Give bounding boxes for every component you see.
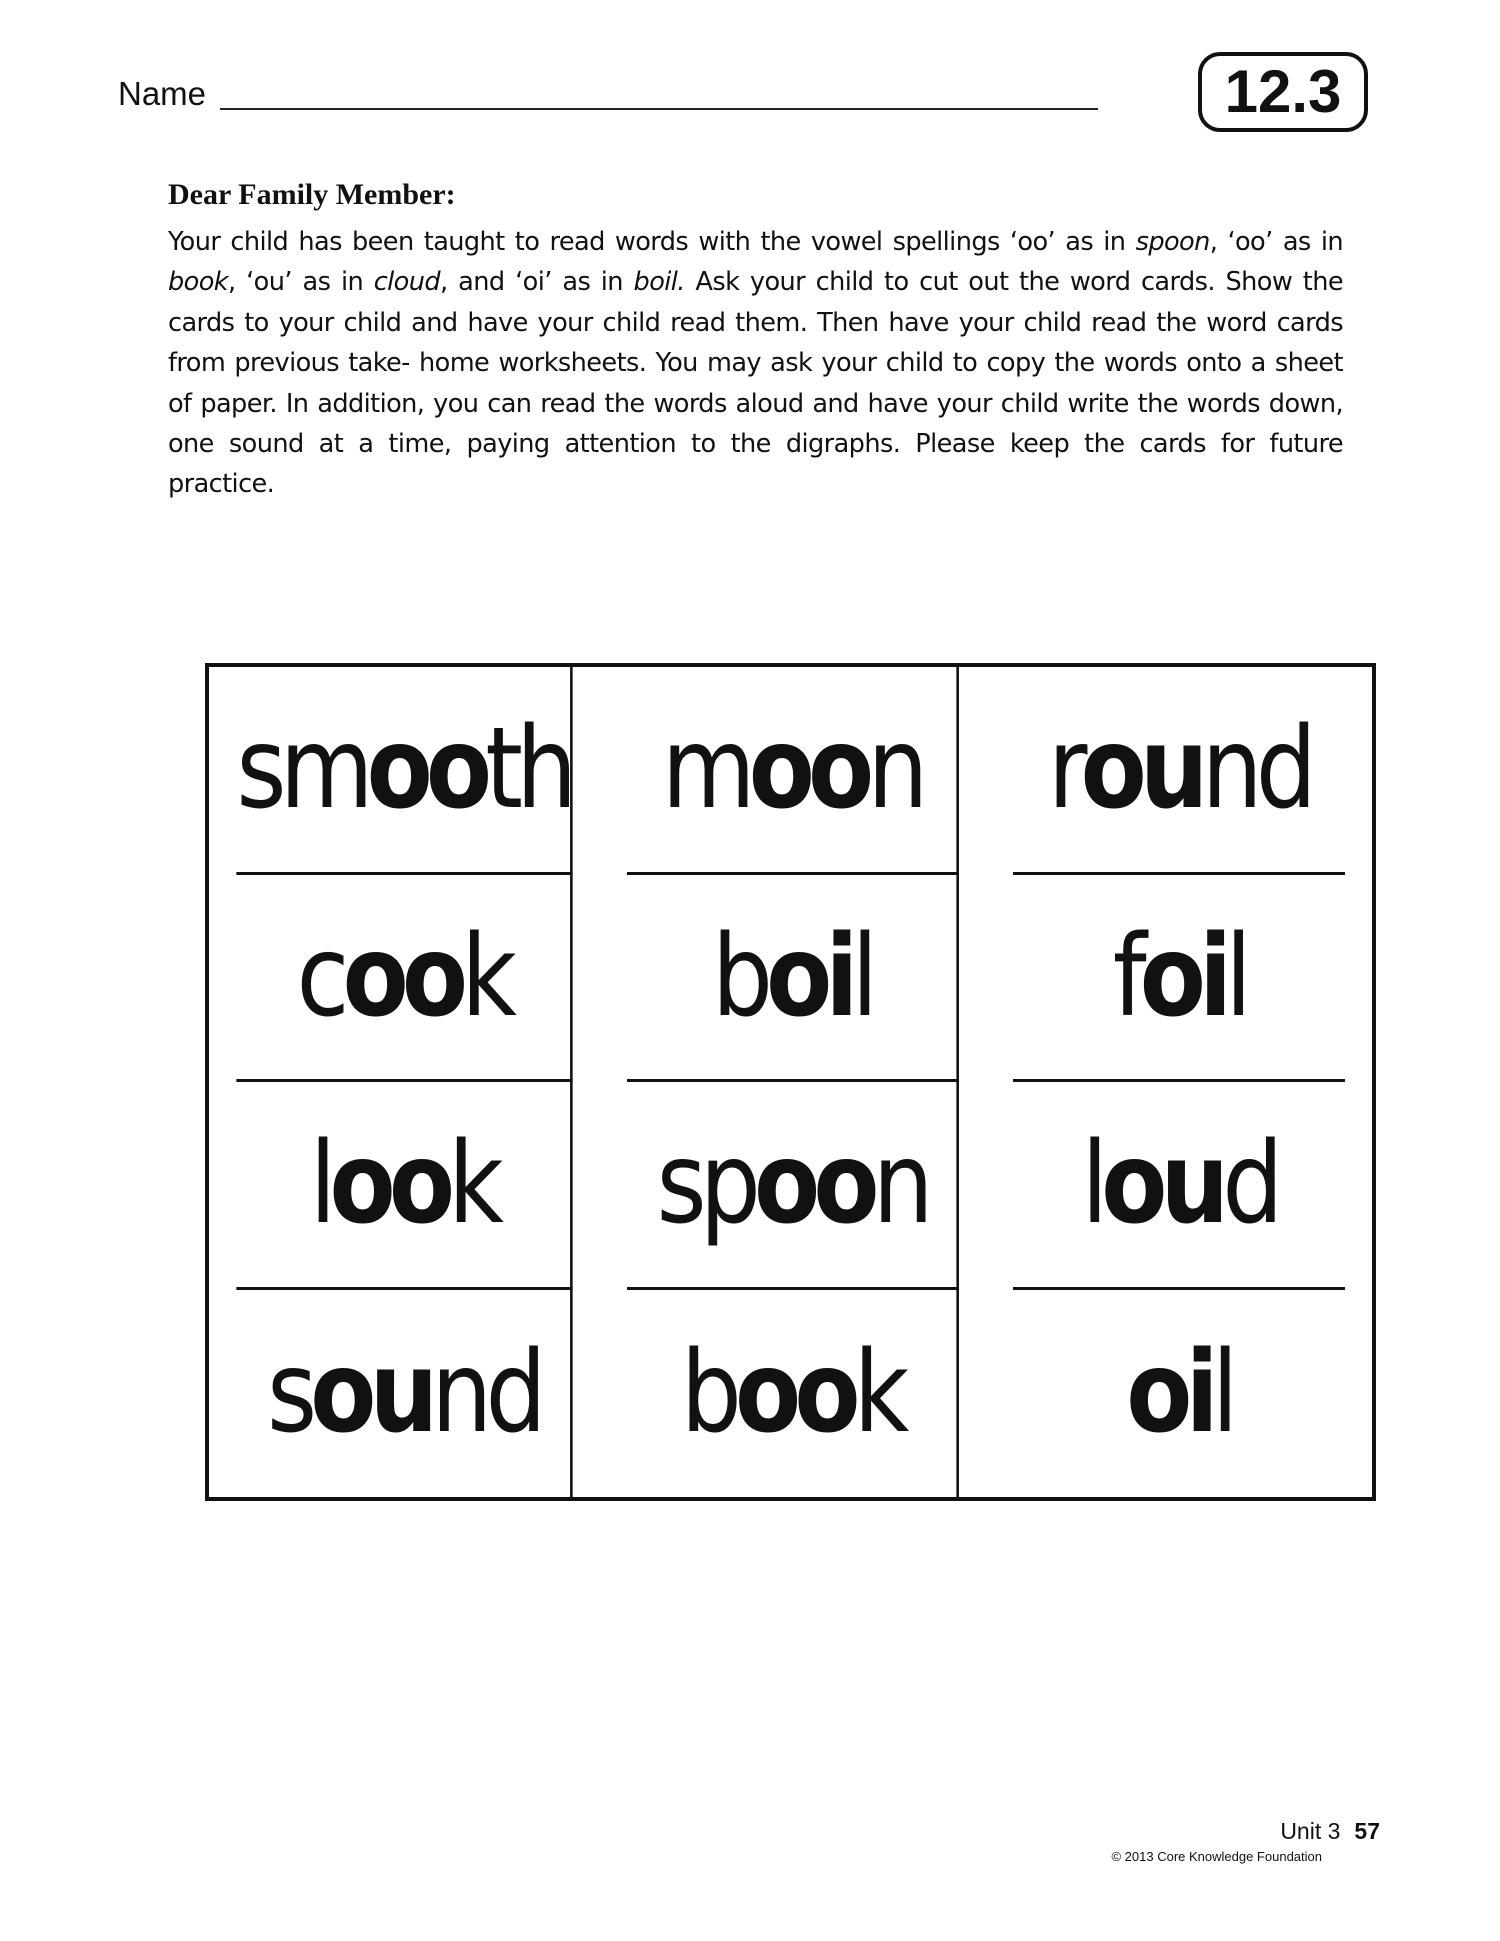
word-cards-grid	[205, 663, 1376, 1501]
word-card-book[interactable]	[627, 1290, 959, 1498]
word-card-moon[interactable]	[627, 667, 959, 875]
letter-text-run: Your child has been taught to read words with the vowel spellings ‘oo’ as in	[168, 227, 1136, 257]
word-letters: m	[662, 704, 749, 835]
letter-greeting: Dear Family Member:	[168, 178, 456, 211]
footer	[1111, 1818, 1380, 1864]
worksheet-number-badge: 12.3	[1198, 52, 1368, 132]
letter-text-run: , ‘ou’ as in	[228, 267, 374, 298]
vowel-spelling: oo	[342, 911, 462, 1042]
word-letters: s	[266, 1328, 311, 1459]
word-letters: b	[712, 911, 767, 1042]
word-letters: l	[851, 911, 872, 1042]
page-number: 57	[1354, 1818, 1380, 1844]
vowel-spelling: oo	[748, 704, 868, 835]
word-card-boil[interactable]	[627, 875, 959, 1083]
vowel-spelling: oi	[1139, 911, 1226, 1042]
word-card-look[interactable]	[236, 1082, 572, 1290]
word-letters: l	[309, 1119, 330, 1250]
family-letter	[168, 178, 1343, 505]
word-card-loud[interactable]	[1013, 1082, 1345, 1290]
word-letters: sp	[656, 1119, 755, 1250]
vowel-spelling: oo	[366, 704, 486, 835]
vowel-spelling: ou	[1080, 704, 1202, 835]
name-row	[118, 75, 1098, 125]
name-label: Name	[118, 75, 207, 112]
word-letters: r	[1047, 704, 1081, 835]
word-letters: k	[461, 911, 511, 1042]
word-letters: c	[296, 911, 343, 1042]
word-letters: n	[867, 704, 922, 835]
name-line[interactable]	[220, 108, 1098, 110]
word-letters: n	[872, 1119, 928, 1250]
letter-example-word: cloud	[373, 267, 440, 298]
word-letters: th	[485, 704, 571, 835]
word-letters: b	[681, 1328, 736, 1459]
word-card-sound[interactable]	[236, 1290, 572, 1498]
word-letters: f	[1112, 911, 1140, 1042]
word-letters: nd	[431, 1328, 540, 1459]
letter-text-run: , and ‘oi’ as in	[440, 267, 634, 298]
word-letters: d	[1222, 1119, 1277, 1250]
unit-label: Unit 3	[1280, 1818, 1341, 1844]
word-card-foil[interactable]	[1013, 875, 1345, 1083]
word-card-cook[interactable]	[236, 875, 572, 1083]
letter-text-run: , ‘oo’ as in	[1209, 227, 1343, 257]
letter-text-run: Ask your child to cut out the word cards. Show the cards to your child and have your child read them. Then have your child read the word cards from previous take- home worksheets. You may ask your child to copy the words onto a sheet of paper. In addition, you can read the words aloud and have your child write the words down, one sound at a time, paying attention to the digraphs. Please keep the cards for future practice.	[168, 267, 1343, 500]
word-letters: sm	[236, 704, 367, 835]
word-card-smooth[interactable]	[236, 667, 572, 875]
vowel-spelling: oo	[329, 1119, 449, 1250]
letter-body	[168, 222, 1343, 505]
word-letters: nd	[1201, 704, 1311, 835]
word-letters: l	[1225, 911, 1246, 1042]
vowel-spelling: oo	[735, 1328, 854, 1459]
copyright: © 2013 Core Knowledge Foundation	[1111, 1849, 1322, 1864]
letter-example-word: book	[168, 267, 228, 298]
vowel-spelling: oi	[1126, 1328, 1212, 1459]
footer-unit-line	[1111, 1818, 1380, 1845]
letter-example-word: boil.	[633, 267, 685, 298]
word-card-spoon[interactable]	[627, 1082, 959, 1290]
word-card-round[interactable]	[1013, 667, 1345, 875]
letter-example-word: spoon	[1135, 227, 1210, 257]
vowel-spelling: ou	[310, 1328, 432, 1459]
word-letters: k	[448, 1119, 498, 1250]
vowel-spelling: oi	[766, 911, 852, 1042]
vowel-spelling: ou	[1101, 1119, 1223, 1250]
word-card-oil[interactable]	[1013, 1290, 1345, 1498]
word-letters: k	[853, 1328, 903, 1459]
word-letters: l	[1211, 1328, 1232, 1459]
vowel-spelling: oo	[754, 1119, 873, 1250]
word-letters: l	[1081, 1119, 1102, 1250]
